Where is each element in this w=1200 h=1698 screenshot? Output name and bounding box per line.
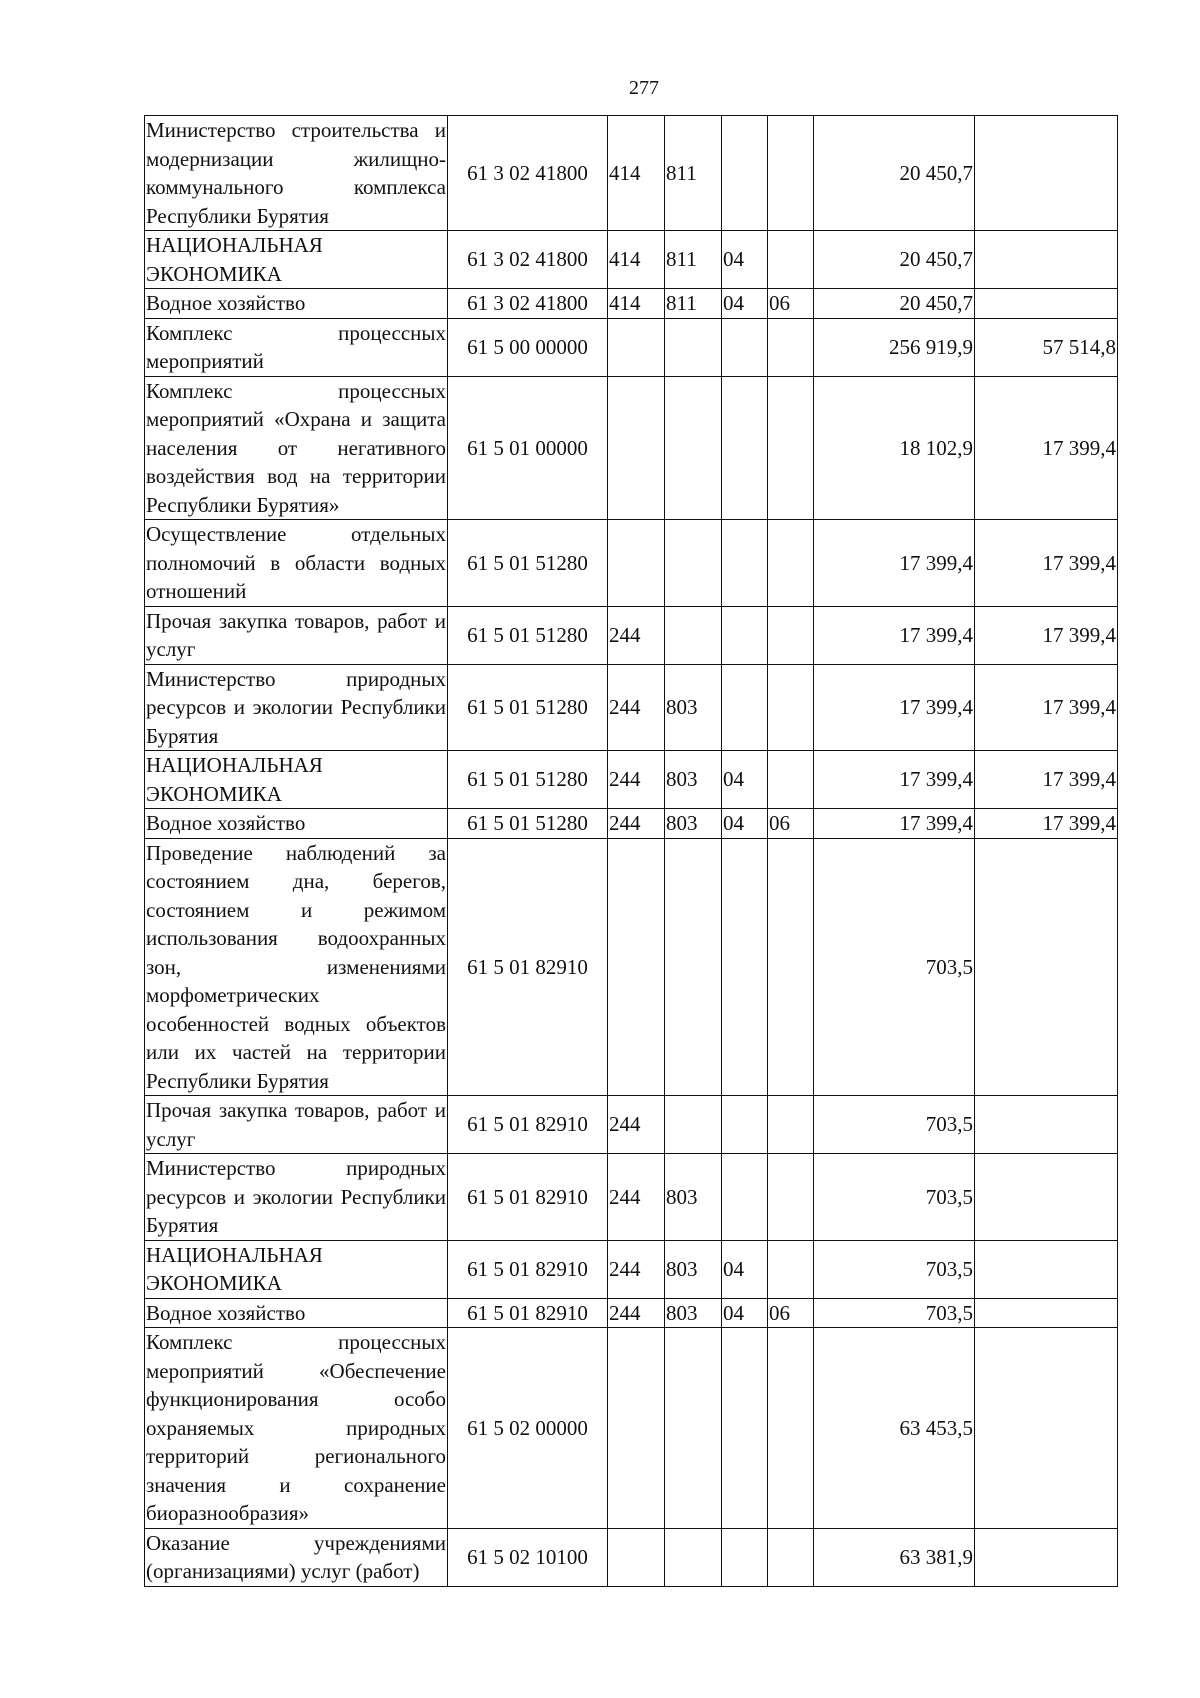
page-number: 277	[629, 77, 659, 99]
table-row	[145, 231, 1118, 289]
expense-type-cell	[608, 1328, 665, 1529]
section-code-cell	[722, 606, 768, 664]
expense-type-cell: 244	[608, 606, 665, 664]
subsection-code-cell	[768, 116, 814, 231]
amount-federal-cell: 17 399,4	[975, 376, 1118, 520]
amount-federal-cell: 17 399,4	[975, 809, 1118, 839]
amount-total-cell: 703,5	[814, 1240, 975, 1298]
amount-federal-cell	[975, 1096, 1118, 1154]
section-code-cell	[722, 1328, 768, 1529]
expense-type-cell	[608, 838, 665, 1096]
target-article-cell: 61 3 02 41800	[448, 116, 608, 231]
amount-total-cell: 20 450,7	[814, 231, 975, 289]
expense-type-cell: 244	[608, 751, 665, 809]
amount-federal-cell: 17 399,4	[975, 664, 1118, 751]
administrator-code-cell: 803	[665, 751, 722, 809]
amount-federal-cell	[975, 1154, 1118, 1241]
subsection-code-cell: 06	[768, 809, 814, 839]
subsection-code-cell	[768, 1240, 814, 1298]
administrator-code-cell	[665, 520, 722, 607]
expense-type-cell: 414	[608, 289, 665, 319]
amount-federal-cell	[975, 1528, 1118, 1586]
item-name-cell: Министерство строительства и модернизации жилищно-коммунального комплекса Республики Бурятия	[145, 116, 448, 231]
item-name-cell: Водное хозяйство	[145, 289, 448, 319]
table-row	[145, 1528, 1118, 1586]
expense-type-cell	[608, 1528, 665, 1586]
item-name-cell: Проведение наблюдений за состоянием дна, берегов, состоянием и режимом использования водоохранных зон, изменениями морфометрических особенностей водных объектов или их частей на территории Республики Бурятия	[145, 838, 448, 1096]
expense-type-cell	[608, 318, 665, 376]
administrator-code-cell: 803	[665, 1240, 722, 1298]
section-code-cell: 04	[722, 751, 768, 809]
subsection-code-cell: 06	[768, 289, 814, 319]
subsection-code-cell	[768, 1528, 814, 1586]
amount-total-cell: 703,5	[814, 1096, 975, 1154]
target-article-cell: 61 5 01 51280	[448, 751, 608, 809]
amount-federal-cell	[975, 116, 1118, 231]
table-row	[145, 809, 1118, 839]
item-name-cell: Комплекс процессных мероприятий «Обеспечение функционирования особо охраняемых природных территорий регионального значения и сохранение биоразнообразия»	[145, 1328, 448, 1529]
amount-federal-cell: 17 399,4	[975, 520, 1118, 607]
administrator-code-cell	[665, 376, 722, 520]
section-code-cell	[722, 1528, 768, 1586]
amount-total-cell: 63 381,9	[814, 1528, 975, 1586]
section-code-cell	[722, 376, 768, 520]
item-name-cell: Оказание учреждениями (организациями) услуг (работ)	[145, 1528, 448, 1586]
target-article-cell: 61 5 01 82910	[448, 1154, 608, 1241]
table-row	[145, 1328, 1118, 1529]
target-article-cell: 61 5 00 00000	[448, 318, 608, 376]
administrator-code-cell: 811	[665, 289, 722, 319]
section-code-cell	[722, 664, 768, 751]
amount-federal-cell	[975, 1240, 1118, 1298]
table-row	[145, 1096, 1118, 1154]
administrator-code-cell	[665, 838, 722, 1096]
subsection-code-cell	[768, 376, 814, 520]
target-article-cell: 61 3 02 41800	[448, 231, 608, 289]
amount-federal-cell	[975, 1328, 1118, 1529]
amount-federal-cell	[975, 838, 1118, 1096]
table-body	[145, 116, 1118, 1587]
subsection-code-cell	[768, 231, 814, 289]
section-code-cell: 04	[722, 231, 768, 289]
amount-total-cell: 17 399,4	[814, 606, 975, 664]
expense-type-cell	[608, 376, 665, 520]
target-article-cell: 61 5 01 51280	[448, 809, 608, 839]
item-name-cell: НАЦИОНАЛЬНАЯ ЭКОНОМИКА	[145, 231, 448, 289]
section-code-cell: 04	[722, 289, 768, 319]
administrator-code-cell: 803	[665, 664, 722, 751]
amount-total-cell: 17 399,4	[814, 664, 975, 751]
amount-total-cell: 17 399,4	[814, 809, 975, 839]
expense-type-cell: 414	[608, 231, 665, 289]
administrator-code-cell	[665, 606, 722, 664]
target-article-cell: 61 3 02 41800	[448, 289, 608, 319]
subsection-code-cell	[768, 1096, 814, 1154]
section-code-cell: 04	[722, 809, 768, 839]
expense-type-cell: 244	[608, 1240, 665, 1298]
amount-total-cell: 703,5	[814, 1298, 975, 1328]
table-row	[145, 1240, 1118, 1298]
amount-federal-cell	[975, 231, 1118, 289]
amount-total-cell: 17 399,4	[814, 520, 975, 607]
section-code-cell	[722, 1154, 768, 1241]
table-row	[145, 376, 1118, 520]
subsection-code-cell	[768, 1328, 814, 1529]
amount-total-cell: 703,5	[814, 838, 975, 1096]
table-row	[145, 116, 1118, 231]
amount-federal-cell: 17 399,4	[975, 751, 1118, 809]
table-row	[145, 606, 1118, 664]
item-name-cell: НАЦИОНАЛЬНАЯ ЭКОНОМИКА	[145, 751, 448, 809]
target-article-cell: 61 5 01 82910	[448, 838, 608, 1096]
target-article-cell: 61 5 01 51280	[448, 664, 608, 751]
amount-total-cell: 703,5	[814, 1154, 975, 1241]
subsection-code-cell	[768, 520, 814, 607]
amount-total-cell: 256 919,9	[814, 318, 975, 376]
table-row	[145, 751, 1118, 809]
subsection-code-cell: 06	[768, 1298, 814, 1328]
table-row	[145, 520, 1118, 607]
target-article-cell: 61 5 01 82910	[448, 1240, 608, 1298]
item-name-cell: НАЦИОНАЛЬНАЯ ЭКОНОМИКА	[145, 1240, 448, 1298]
expense-type-cell: 244	[608, 1096, 665, 1154]
target-article-cell: 61 5 01 82910	[448, 1298, 608, 1328]
target-article-cell: 61 5 01 51280	[448, 606, 608, 664]
item-name-cell: Министерство природных ресурсов и экологии Республики Бурятия	[145, 1154, 448, 1241]
subsection-code-cell	[768, 664, 814, 751]
section-code-cell	[722, 318, 768, 376]
table-row	[145, 838, 1118, 1096]
amount-federal-cell	[975, 1298, 1118, 1328]
item-name-cell: Комплекс процессных мероприятий	[145, 318, 448, 376]
section-code-cell	[722, 838, 768, 1096]
subsection-code-cell	[768, 751, 814, 809]
expense-type-cell: 244	[608, 1298, 665, 1328]
amount-total-cell: 18 102,9	[814, 376, 975, 520]
amount-total-cell: 20 450,7	[814, 289, 975, 319]
item-name-cell: Осуществление отдельных полномочий в области водных отношений	[145, 520, 448, 607]
item-name-cell: Водное хозяйство	[145, 1298, 448, 1328]
target-article-cell: 61 5 01 51280	[448, 520, 608, 607]
section-code-cell	[722, 1096, 768, 1154]
administrator-code-cell	[665, 1328, 722, 1529]
item-name-cell: Комплекс процессных мероприятий «Охрана и защита населения от негативного воздействия вод на территории Республики Бурятия»	[145, 376, 448, 520]
item-name-cell: Водное хозяйство	[145, 809, 448, 839]
amount-federal-cell: 57 514,8	[975, 318, 1118, 376]
expense-type-cell: 414	[608, 116, 665, 231]
subsection-code-cell	[768, 838, 814, 1096]
table-row	[145, 289, 1118, 319]
administrator-code-cell: 811	[665, 231, 722, 289]
administrator-code-cell: 811	[665, 116, 722, 231]
amount-total-cell: 63 453,5	[814, 1328, 975, 1529]
section-code-cell: 04	[722, 1298, 768, 1328]
table-row	[145, 1154, 1118, 1241]
target-article-cell: 61 5 01 82910	[448, 1096, 608, 1154]
table-row	[145, 1298, 1118, 1328]
target-article-cell: 61 5 02 00000	[448, 1328, 608, 1529]
table-row	[145, 664, 1118, 751]
administrator-code-cell: 803	[665, 1298, 722, 1328]
amount-total-cell: 20 450,7	[814, 116, 975, 231]
expense-type-cell: 244	[608, 1154, 665, 1241]
expense-type-cell: 244	[608, 809, 665, 839]
expense-type-cell: 244	[608, 664, 665, 751]
target-article-cell: 61 5 01 00000	[448, 376, 608, 520]
item-name-cell: Министерство природных ресурсов и экологии Республики Бурятия	[145, 664, 448, 751]
subsection-code-cell	[768, 606, 814, 664]
administrator-code-cell	[665, 1096, 722, 1154]
amount-federal-cell	[975, 289, 1118, 319]
amount-total-cell: 17 399,4	[814, 751, 975, 809]
administrator-code-cell: 803	[665, 809, 722, 839]
table-row	[145, 318, 1118, 376]
administrator-code-cell	[665, 1528, 722, 1586]
administrator-code-cell: 803	[665, 1154, 722, 1241]
subsection-code-cell	[768, 318, 814, 376]
section-code-cell: 04	[722, 1240, 768, 1298]
target-article-cell: 61 5 02 10100	[448, 1528, 608, 1586]
subsection-code-cell	[768, 1154, 814, 1241]
budget-table	[144, 115, 1118, 1587]
expense-type-cell	[608, 520, 665, 607]
section-code-cell	[722, 116, 768, 231]
administrator-code-cell	[665, 318, 722, 376]
amount-federal-cell: 17 399,4	[975, 606, 1118, 664]
section-code-cell	[722, 520, 768, 607]
item-name-cell: Прочая закупка товаров, работ и услуг	[145, 1096, 448, 1154]
item-name-cell: Прочая закупка товаров, работ и услуг	[145, 606, 448, 664]
